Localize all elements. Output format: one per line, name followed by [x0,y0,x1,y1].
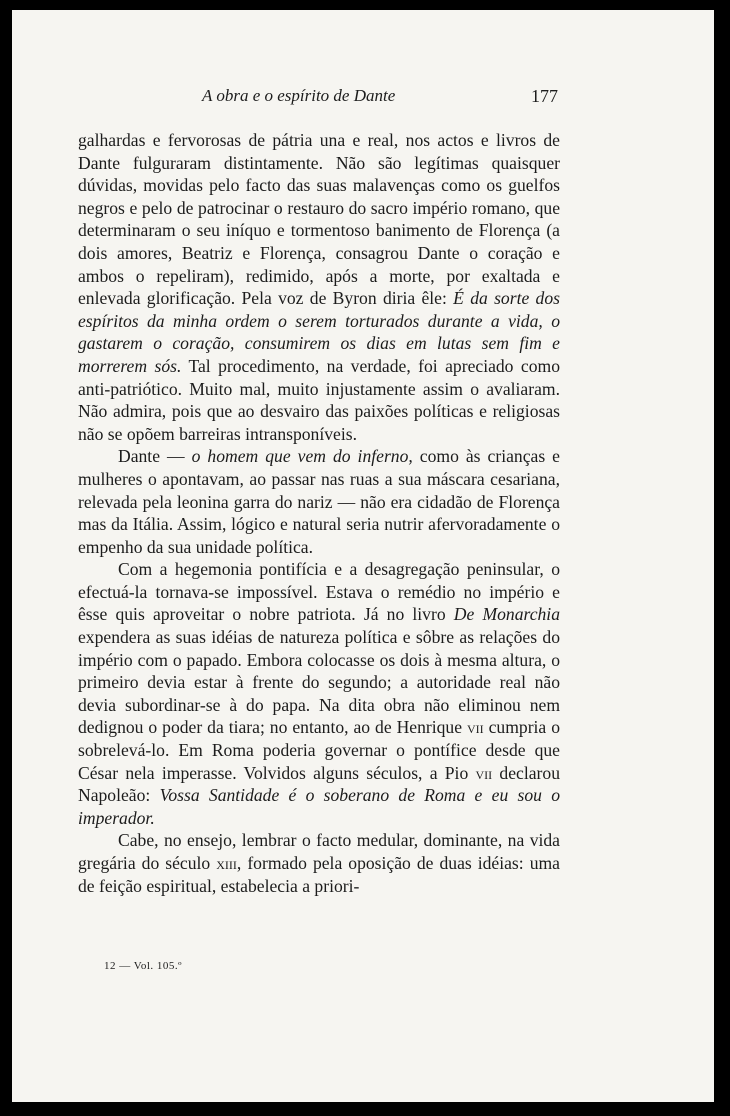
paragraph-1: galhardas e fervorosas de pátria una e real, nos actos e livros de Dante fulguraram distintamente. Não são legítimas quaisquer dúvidas, movidas pelo facto das suas malavenças como os guelfos negros e pelo de patrocinar o restauro do sacro império romano, que determinaram o seu iníquo e tormentoso banimento de Florença (a dois amores, Beatriz e Florença, consagrou Dante o coração e ambos o repeliram), redimido, após a morte, por exaltada e enlevada glorificação. Pela voz de Byron diria êle: É da sorte dos espíritos da minha ordem o serem torturados durante a vida, o gastarem o coração, consumirem os dias em lutas sem fim e morrerem sós. Tal procedimento, na verdade, foi apreciado como anti-patriótico. Muito mal, muito injustamente assim o avaliaram. Não admira, pois que ao desvairo das paixões políticas e religiosas não se opõem barreiras intransponíveis. [78,130,560,444]
page-number: 177 [531,86,558,106]
roman-numeral: xiii [216,853,237,873]
paragraph-2: Dante — o homem que vem do inferno, como às crianças e mulheres o apontavam, ao passar nas ruas a sua máscara cesariana, relevada pela leonina garra do nariz — não era cidadão de Florença mas da Itália. Assim, lógico e natural seria nutrir afervoradamente o empenho da sua unidade política. [78,446,560,557]
body-text [78,129,560,897]
paragraph-3: Com a hegemonia pontifícia e a desagregação peninsular, o efectuá-la tornava-se impossível. Estava o remédio no império e êsse quis aproveitar o nobre patriota. Já no livro De Monarchia expendera as suas idéias de natureza política e sôbre as relações do império com o papado. Embora colocasse os dois à mesma altura, o primeiro devia estar à frente do segundo; a autoridade real não devia subordinar-se à do papa. Na dita obra não eliminou nem dedignou o poder da tiara; no entanto, ao de Henrique vii cumpria o sobrelevá-lo. Em Roma poderia governar o pontífice desde que César nela imperasse. Volvidos alguns séculos, a Pio vii declarou Napoleão: Vossa Santidade é o soberano de Roma e eu sou o imperador. [78,559,560,828]
book-title-de-monarchia: De Monarchia [453,604,560,625]
paragraph-4: Cabe, no ensejo, lembrar o facto medular, dominante, na vida gregária do século xiii, formado pela oposição de duas idéias: uma de feição espiritual, estabelecia a priori- [78,830,560,896]
napoleon-quote: Vossa Santidade é o soberano de Roma e eu sou o imperador. [78,785,560,828]
running-title: A obra e o espírito de Dante [202,86,396,105]
byron-quote: É da sorte dos espíritos da minha ordem o serem torturados durante a vida, o gastarem o coração, consumirem os dias em lutas sem fim e morrerem sós. [78,288,560,376]
roman-numeral: vii [466,717,484,738]
book-page [12,10,714,1102]
roman-numeral: vii [475,762,493,783]
inferno-quote: o homem que vem do inferno, [191,446,413,467]
printer-signature: 12 — Vol. 105.º [104,960,183,972]
